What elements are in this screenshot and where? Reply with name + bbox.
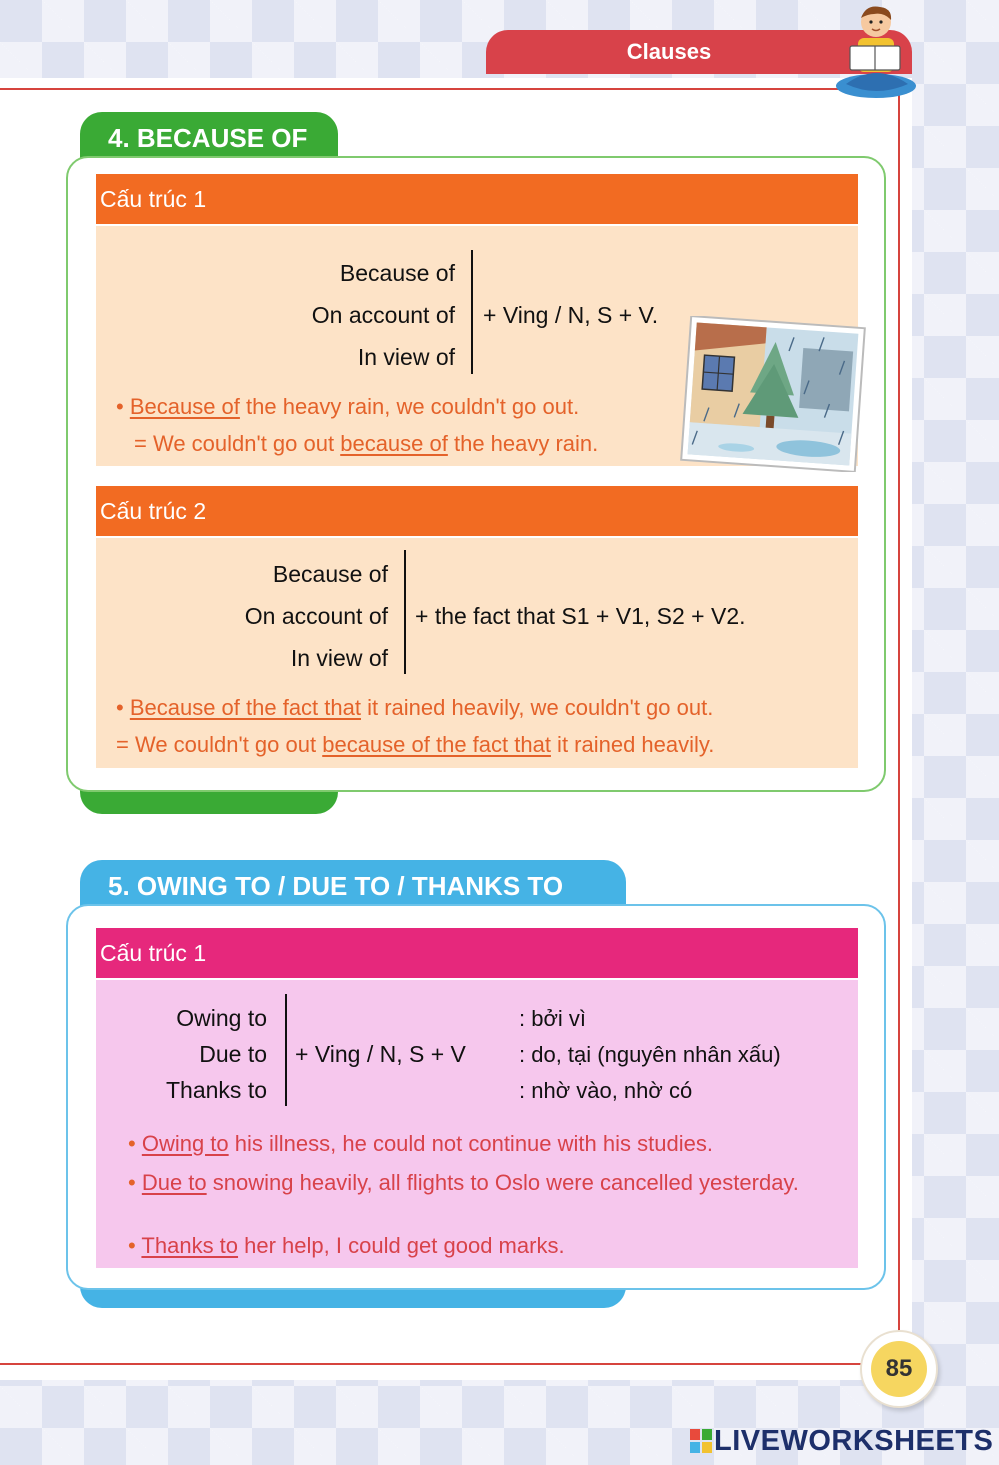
page-number-badge [860,1330,938,1408]
underlined-phrase: Owing to [141,1131,229,1156]
connector-label: Because of [272,561,388,587]
section-5-heading: 5. OWING TO / DUE TO / THANKS TO [108,870,564,901]
bullet: • [116,394,124,419]
bullet: • [128,1233,136,1258]
bracket-line [471,250,473,374]
structure-2-label: Cấu trúc 2 [100,497,207,524]
bottom-rule [0,1363,870,1365]
page-number: 85 [885,1355,913,1382]
example-text: snowing heavily, all flights to Oslo were cancelled yesterday. [206,1170,799,1195]
bullet: • [128,1131,136,1156]
structure-2-bar [96,486,858,536]
example-sentence [128,1131,713,1157]
connector-label: Because of [339,260,455,286]
example-sentence [134,431,598,457]
example-text: it rained heavily, we couldn't go out. [360,695,714,720]
example-text: the heavy rain, we couldn't go out. [239,394,580,419]
underlined-phrase: Because of [129,394,240,419]
example-prefix: = We couldn't go out [116,732,323,757]
example-prefix: = We couldn't go out [134,431,341,456]
structure-1-label: Cấu trúc 1 [100,939,207,966]
connector-label: Due to [199,1041,267,1067]
example-text: his illness, he could not continue with his studies. [228,1131,713,1156]
connector-label: Thanks to [166,1077,267,1103]
meaning-text: : nhờ vào, nhờ có [519,1078,693,1103]
bullet: • [116,695,124,720]
right-rule [898,90,900,1346]
top-rule [0,88,912,90]
meaning-text: : do, tại (nguyên nhân xấu) [519,1042,781,1067]
meaning-text: : bởi vì [519,1006,586,1031]
example-sentence [128,1168,824,1197]
connector-label: In view of [357,344,455,370]
underlined-phrase: because of the fact that [322,732,551,757]
underlined-phrase: Because of the fact that [129,695,361,720]
connector-label: On account of [311,302,455,328]
example-sentence [116,695,713,721]
example-text: it rained heavily. [550,732,715,757]
section-4-heading: 4. BECAUSE OF [108,122,308,153]
structure-formula: + Ving / N, S + V [295,1041,466,1067]
bracket-line [285,994,287,1106]
example-text: the heavy rain. [447,431,599,456]
connector-label: In view of [290,645,388,671]
underlined-phrase: because of [340,431,448,456]
example-sentence [116,394,579,420]
bullet: • [128,1170,136,1195]
rain-house-icon [680,316,866,472]
bracket-line [404,550,406,674]
connector-label: On account of [244,603,388,629]
example-text: her help, I could get good marks. [238,1233,565,1258]
structure-1-bar [96,928,858,978]
connector-label: Owing to [176,1005,267,1031]
liveworksheets-logo-icon [690,1429,712,1453]
chapter-title: Clauses [626,39,712,64]
example-sentence [128,1233,565,1259]
kid-reading-icon [830,2,920,100]
structure-formula: + the fact that S1 + V1, S2 + V2. [415,603,746,629]
underlined-phrase: Due to [141,1170,207,1195]
structure-1-label: Cấu trúc 1 [100,185,207,212]
structure-1-bar [96,174,858,224]
underlined-phrase: Thanks to [141,1233,239,1258]
structure-formula: + Ving / N, S + V. [483,302,659,328]
brand-watermark [690,1424,993,1458]
example-sentence [116,732,714,758]
brand-name: LIVEWORKSHEETS [714,1424,994,1457]
